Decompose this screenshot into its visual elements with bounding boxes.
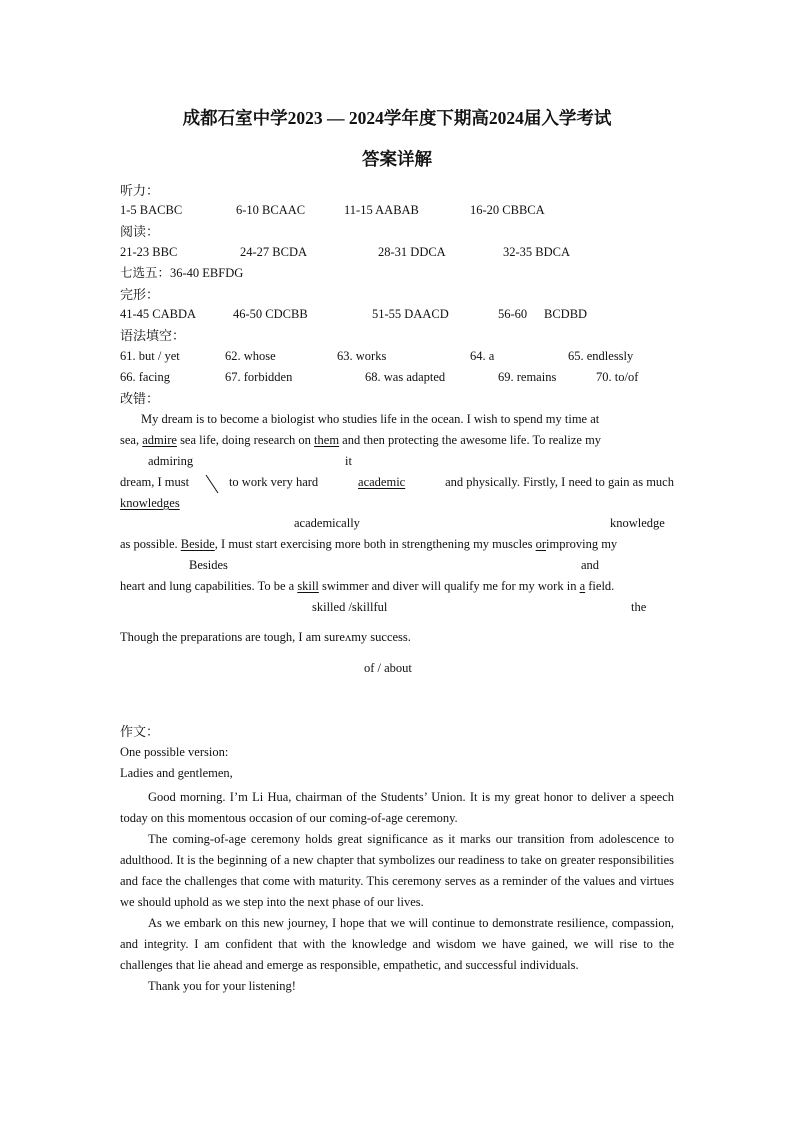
text: my success. bbox=[351, 630, 411, 644]
grammar-answer: 64. a bbox=[470, 349, 495, 363]
text: field. bbox=[585, 579, 615, 593]
reading-answer: 21-23 BBC bbox=[120, 245, 178, 259]
writing-greeting: Ladies and gentlemen, bbox=[120, 766, 233, 780]
cloze-answer: 56-60 bbox=[498, 307, 528, 321]
writing-label: 作文： bbox=[120, 724, 160, 739]
grammar-answer: 68. was adapted bbox=[365, 370, 446, 384]
correction-line: My dream is to become a biologist who studies life in the ocean. I wish to spend my time at bbox=[141, 412, 600, 426]
error-word: Beside bbox=[180, 537, 215, 551]
cloze-label: 完形： bbox=[120, 287, 160, 302]
correction-fix: knowledge bbox=[610, 516, 665, 530]
grammar-answer: 63. works bbox=[337, 349, 387, 363]
error-word: them bbox=[314, 433, 340, 447]
grammar-label: 语法填空： bbox=[120, 328, 186, 343]
text: and physically. Firstly, I need to gain as much bbox=[445, 475, 674, 489]
page-subtitle: 答案详解 bbox=[362, 149, 432, 169]
writing-paragraph: As we embark on this new journey, I hope that we will continue to demonstrate resilience, compassion, and integrity. I am confident that with the knowledge and wisdom we have gained, we will rise to the challenges that lie ahead and emerge as responsible, empathetic, and successful individuals. bbox=[120, 916, 674, 972]
correction-line bbox=[120, 476, 674, 489]
text: as possible. bbox=[120, 537, 178, 551]
text: dream, I must bbox=[120, 475, 190, 489]
cloze-answer: 46-50 CDCBB bbox=[233, 307, 308, 321]
correction-line bbox=[120, 580, 614, 593]
reading-answer: 24-27 BCDA bbox=[240, 245, 308, 259]
writing-closing: Thank you for your listening! bbox=[148, 979, 296, 993]
grammar-answer: 62. whose bbox=[225, 349, 276, 363]
cloze-answer: 41-45 CABDA bbox=[120, 307, 197, 321]
cloze-answer: 51-55 DAACD bbox=[372, 307, 449, 321]
error-word: a bbox=[579, 579, 586, 593]
grammar-answer: 61. but / yet bbox=[120, 349, 180, 363]
grammar-answer: 69. remains bbox=[498, 370, 557, 384]
reading-answer: 28-31 DDCA bbox=[378, 245, 446, 259]
grammar-answer: 66. facing bbox=[120, 370, 170, 384]
correction-fix: it bbox=[345, 454, 352, 468]
correction-fix: and bbox=[581, 558, 600, 572]
text: sea life, doing research on bbox=[180, 433, 311, 447]
correction-fix: of / about bbox=[364, 661, 412, 675]
insert-caret: ʌ bbox=[344, 630, 352, 644]
listening-answer: 6-10 BCAAC bbox=[236, 203, 306, 217]
listening-label: 听力： bbox=[120, 183, 160, 198]
correction-fix: academically bbox=[294, 516, 360, 530]
text: , I must start exercising more both in strengthening my muscles bbox=[214, 537, 533, 551]
error-word: academic bbox=[358, 475, 406, 489]
grammar-answer: 70. to/of bbox=[596, 370, 639, 384]
listening-answer: 11-15 AABAB bbox=[344, 203, 419, 217]
text: to work very hard bbox=[228, 475, 319, 489]
reading-label: 阅读： bbox=[120, 224, 160, 239]
error-word: or bbox=[535, 537, 546, 551]
correction-line bbox=[120, 434, 601, 447]
writing-paragraph: The coming-of-age ceremony holds great significance as it marks our transition from adolescence to adulthood. It is the beginning of a new chapter that symbolizes our readiness to take on greater responsibilities and face the challenges that come with maturity. This ceremony serves as a reminder of the values and virtues we should uphold as we step into the next phase of our lives. bbox=[120, 832, 674, 909]
writing-body bbox=[120, 787, 674, 997]
grammar-answer: 67. forbidden bbox=[225, 370, 293, 384]
correction-fix: admiring bbox=[148, 454, 194, 468]
page-title: 成都石室中学2023 — 2024学年度下期高2024届入学考试 bbox=[182, 108, 612, 128]
reading-answer: 32-35 BDCA bbox=[503, 245, 571, 259]
correction-label: 改错： bbox=[120, 391, 160, 406]
grammar-answer: 65. endlessly bbox=[568, 349, 634, 363]
text: improving my bbox=[546, 537, 618, 551]
correction-line bbox=[120, 538, 617, 551]
delete-mark bbox=[205, 474, 219, 494]
text: swimmer and diver will qualify me for my work in bbox=[318, 579, 577, 593]
writing-intro: One possible version: bbox=[120, 745, 229, 759]
correction-fix: skilled /skillful bbox=[312, 600, 388, 614]
correction-line bbox=[120, 631, 411, 644]
correction-fix: Besides bbox=[189, 558, 228, 572]
text: heart and lung capabilities. To be a bbox=[120, 579, 295, 593]
error-word: knowledges bbox=[120, 496, 180, 510]
listening-answer: 1-5 BACBC bbox=[120, 203, 183, 217]
error-word: admire bbox=[142, 433, 177, 447]
text: and then protecting the awesome life. To realize my bbox=[342, 433, 602, 447]
text: Though the preparations are tough, I am sure bbox=[120, 630, 345, 644]
correction-fix: the bbox=[631, 600, 647, 614]
seven-choose-five: 七选五：36-40 EBFDG bbox=[120, 266, 244, 280]
writing-paragraph: Good morning. I’m Li Hua, chairman of the Students’ Union. It is my great honor to deliver a speech today on this momentous occasion of our coming-of-age ceremony. bbox=[120, 790, 674, 825]
text: sea, bbox=[120, 433, 140, 447]
listening-answer: 16-20 CBBCA bbox=[470, 203, 545, 217]
cloze-answer: BCDBD bbox=[544, 307, 588, 321]
error-word: skill bbox=[297, 579, 319, 593]
